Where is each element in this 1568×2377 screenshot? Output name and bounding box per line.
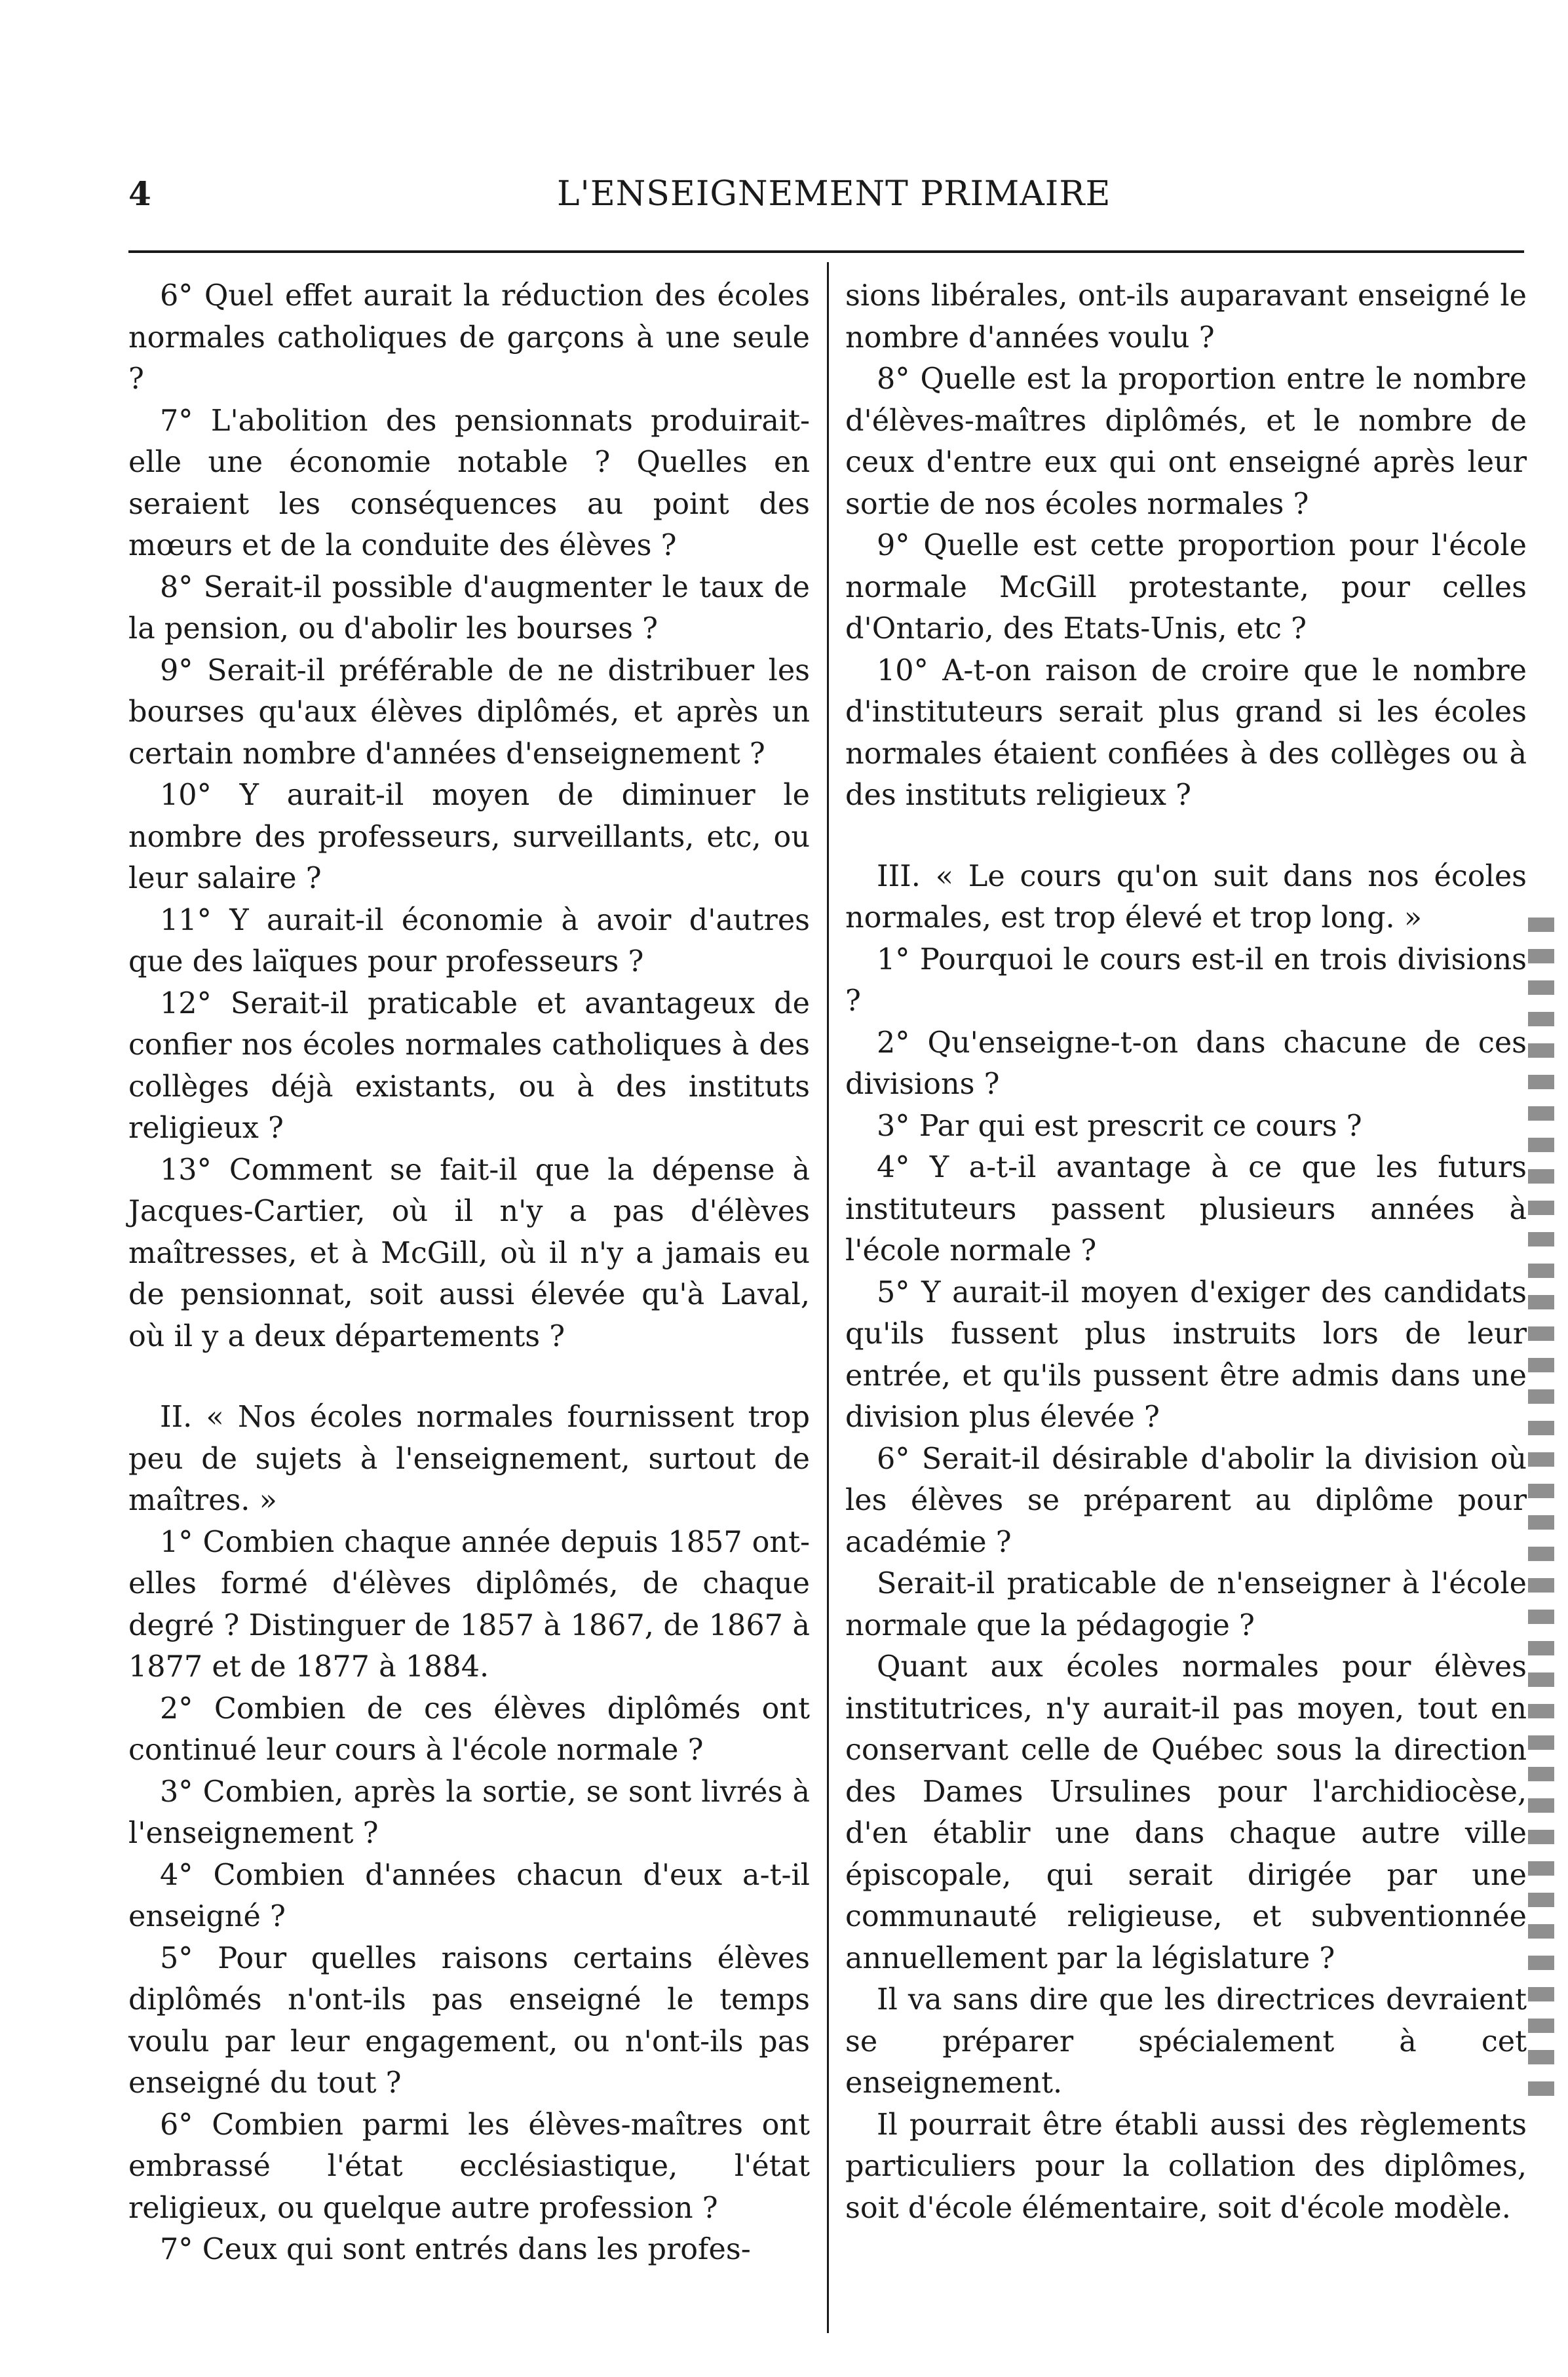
paragraph: 9° Serait-il préférable de ne distribuer les bourses qu'aux élèves diplômés, et après un certain nombre d'années d'enseignement ? (128, 653, 810, 771)
paragraph: 7° L'abolition des pensionnats produirait-elle une économie notable ? Quelles en seraient les conséquences au point des mœurs et de la conduite des élèves ? (128, 404, 810, 562)
paragraph-continuation: sions libérales, ont-ils auparavant enseigné le nombre d'années voulu ? (845, 279, 1527, 355)
left-column (128, 275, 810, 2271)
paragraph: 5° Y aurait-il moyen d'exiger des candidats qu'ils fussent plus instruits lors de leur entrée, et qu'ils pussent être admis dans une division plus élevée ? (845, 1275, 1527, 1434)
paragraph: 10° Y aurait-il moyen de diminuer le nombre des professeurs, surveillants, etc, ou leur salaire ? (128, 779, 810, 895)
paragraph: 12° Serait-il praticable et avantageux de confier nos écoles normales catholiques à des collèges déjà existants, ou à des instituts religieux ? (128, 986, 810, 1145)
header-rule (128, 250, 1524, 253)
column-divider (827, 262, 829, 2333)
paragraph: Il pourrait être établi aussi des règlements particuliers pour la collation des diplômes, soit d'école élémentaire, soit d'école modèle. (845, 2108, 1527, 2225)
paragraph: 3° Combien, après la sortie, se sont livrés à l'enseignement ? (128, 1775, 810, 1850)
paragraph: Il va sans dire que les directrices devraient se préparer spécialement à cet enseignement. (845, 1983, 1527, 2100)
paragraph: 10° A-t-on raison de croire que le nombre d'instituteurs serait plus grand si les écoles normales étaient confiées à des collèges ou à des instituts religieux ? (845, 653, 1527, 812)
paragraph: 2° Combien de ces élèves diplômés ont continué leur cours à l'école normale ? (128, 1691, 810, 1767)
paragraph: 8° Quelle est la proportion entre le nombre d'élèves-maîtres diplômés, et le nombre de ceux d'entre eux qui ont enseigné après leur sortie de nos écoles normales ? (845, 362, 1527, 521)
page-number: 4 (128, 174, 151, 213)
section-heading: III. « Le cours qu'on suit dans nos écoles normales, est trop élevé et trop long. » (845, 859, 1527, 935)
paragraph: 1° Pourquoi le cours est-il en trois divisions ? (845, 942, 1527, 1018)
right-column (845, 275, 1527, 2229)
binding-edge-shadow (1528, 918, 1554, 2097)
paragraph: 8° Serait-il possible d'augmenter le taux de la pension, ou d'abolir les bourses ? (128, 570, 810, 646)
paragraph: 9° Quelle est cette proportion pour l'école normale McGill protestante, pour celles d'Ontario, des Etats-Unis, etc ? (845, 529, 1527, 646)
paragraph: 3° Par qui est prescrit ce cours ? (877, 1109, 1362, 1143)
section-heading: II. « Nos écoles normales fournissent trop peu de sujets à l'enseignement, surtout de maîtres. » (128, 1401, 810, 1517)
paragraph: 4° Combien d'années chacun d'eux a-t-il enseigné ? (128, 1858, 810, 1933)
paragraph: Quant aux écoles normales pour élèves institutrices, n'y aurait-il pas moyen, tout en conservant celle de Québec sous la direction des Dames Ursulines pour l'archidiocèse, d'en établir une dans chaque autre ville épiscopale, qui serait dirigée par une communauté religieuse, et subventionnée annuellement par la législature ? (845, 1650, 1527, 1975)
paragraph: 7° Ceux qui sont entrés dans les profes- (160, 2233, 751, 2266)
paragraph: 2° Qu'enseigne-t-on dans chacune de ces divisions ? (845, 1026, 1527, 1101)
paragraph: 6° Serait-il désirable d'abolir la division où les élèves se préparent au diplôme pour académie ? (845, 1442, 1527, 1559)
paragraph: 5° Pour quelles raisons certains élèves diplômés n'ont-ils pas enseigné le temps voulu par leur engagement, ou n'ont-ils pas enseigné du tout ? (128, 1941, 810, 2100)
paragraph: 6° Quel effet aurait la réduction des écoles normales catholiques de garçons à une seule ? (128, 279, 810, 396)
paragraph: Serait-il praticable de n'enseigner à l'école normale que la pédagogie ? (845, 1567, 1527, 1642)
paragraph: 4° Y a-t-il avantage à ce que les futurs instituteurs passent plusieurs années à l'école normale ? (845, 1151, 1527, 1267)
running-title: L'ENSEIGNEMENT PRIMAIRE (557, 174, 1111, 214)
paragraph: 1° Combien chaque année depuis 1857 ont-elles formé d'élèves diplômés, de chaque degré ? Distinguer de 1857 à 1867, de 1867 à 1877 et de 1877 à 1884. (128, 1525, 810, 1684)
paragraph: 6° Combien parmi les élèves-maîtres ont embrassé l'état ecclésiastique, l'état religieux, ou quelque autre profession ? (128, 2108, 810, 2225)
paragraph: 13° Comment se fait-il que la dépense à Jacques-Cartier, où il n'y a pas d'élèves maîtresses, et à McGill, où il n'y a jamais eu de pensionnat, soit aussi élevée qu'à Laval, où il y a deux départements ? (128, 1153, 810, 1353)
paragraph: 11° Y aurait-il économie à avoir d'autres que des laïques pour professeurs ? (128, 903, 810, 978)
